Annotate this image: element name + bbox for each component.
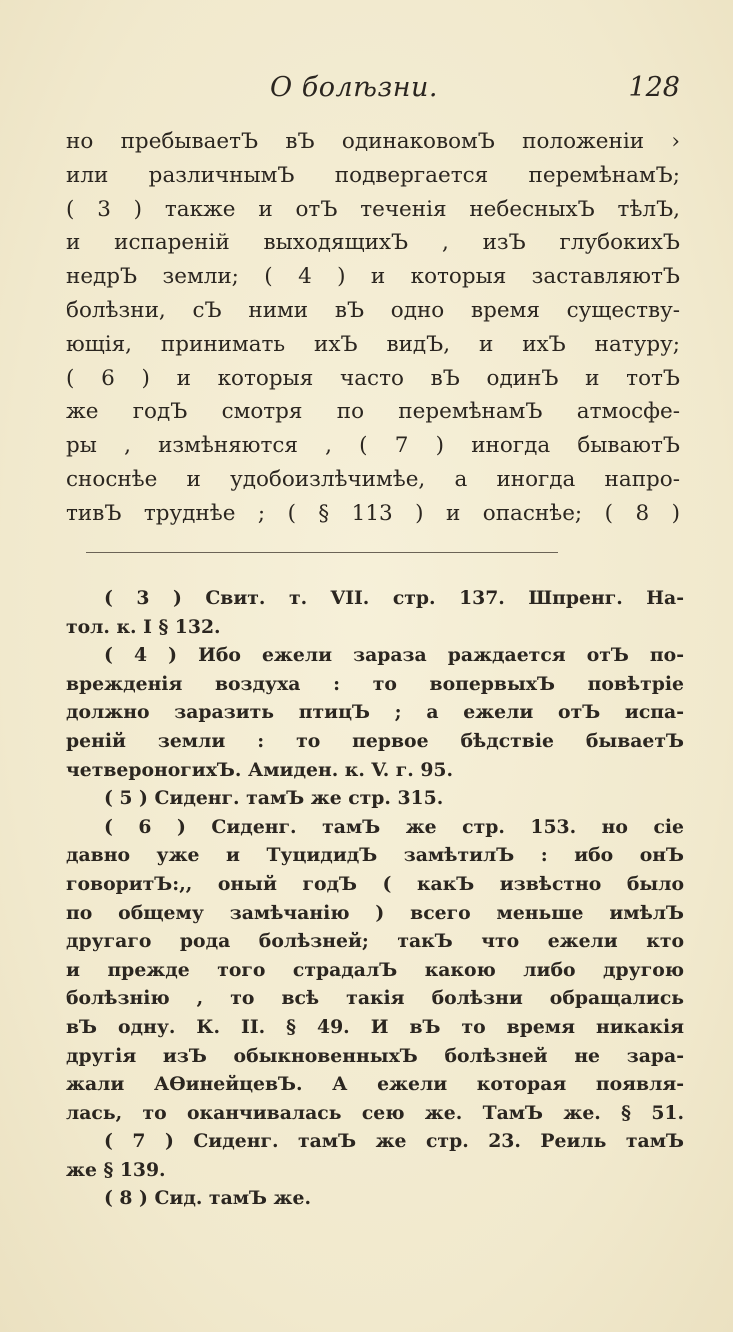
text-line: ( 6 ) и которыя часто вЪ одинЪ и тотЪ (66, 365, 680, 391)
footnote-line: ( 3 ) Свит. т. VII. стр. 137. Шпренг. На- (104, 587, 684, 609)
text-line: и испаренiй выходящихЪ , изЪ глубокихЪ (66, 230, 680, 256)
footnote-line: ренiй земли : то первое бѣдствiе бываетЪ (66, 729, 684, 752)
footnote-line: ( 5 ) Сиденг. тамЪ же стр. 315. (104, 787, 444, 810)
text-line: болѣзни, сЪ ними вЪ одно время существу- (66, 297, 680, 323)
footnote-line: и прежде того страдалЪ какою либо другою (66, 958, 684, 981)
text-line: но пребываетЪ вЪ одинаковомЪ положенiи › (66, 129, 680, 154)
page-number: 128 (628, 72, 680, 103)
footnote-line: ( 6 ) Сиденг. тамЪ же стр. 153. но сiе (104, 815, 684, 838)
footnote-line: врежденiя воздуха : то вопервыхЪ повѣтрiе (66, 672, 684, 695)
footnotes (66, 584, 684, 1213)
text-line: или различнымЪ подвергается перемѣнамЪ; (66, 162, 680, 188)
footnote-line: ( 7 ) Сиденг. тамЪ же стр. 23. Реиль тамЪ (104, 1130, 684, 1153)
text-line: ( 3 ) также и отЪ теченiя небесныхЪ тѣлЪ, (66, 196, 680, 222)
running-title: О болѣзни. (270, 72, 438, 103)
footnote-line: ( 4 ) Ибо ежели зараза раждается отЪ по- (104, 644, 684, 667)
text-line: ры , измѣняются , ( 7 ) иногда бываютЪ (66, 433, 680, 459)
footnote-divider (86, 552, 558, 553)
footnote-line: другiя изЪ обыкновенныхЪ болѣзней не зара- (66, 1044, 684, 1067)
footnote-line: должно заразить птицЪ ; а ежели отЪ испа- (66, 701, 684, 724)
footnote-line: давно уже и ТуцидидЪ замѣтилЪ : ибо онЪ (66, 844, 684, 867)
footnote-line: жали АѲинейцевЪ. А ежели которая появля- (66, 1073, 684, 1096)
footnote-line: говоритЪ:,, оный годЪ ( какЪ извѣстно было (66, 872, 684, 895)
footnote-line: по общему замѣчанiю ) всего меньше имѣлЪ (66, 901, 684, 924)
footnote-line: лась, то оканчивалась сею же. ТамЪ же. § 51. (66, 1101, 684, 1124)
footnote-line: другаго рода болѣзней; такЪ что ежели кто (66, 930, 684, 953)
text-line: недрЪ земли; ( 4 ) и которыя заставляютЪ (66, 264, 680, 290)
footnote-line: вЪ одну. К. II. § 49. И вЪ то время никакiя (66, 1015, 684, 1038)
footnote-line: болѣзнiю , то всѣ такiя болѣзни обращались (66, 987, 684, 1010)
footnote-line: ( 8 ) Сид. тамЪ же. (104, 1187, 312, 1210)
footnote-line: четвероногихЪ. Амиден. к. V. г. 95. (66, 758, 454, 781)
text-line: же годЪ смотря по перемѣнамЪ атмосфе- (66, 399, 680, 425)
footnote-line: тол. к. I § 132. (66, 615, 221, 638)
text-line: ющiя, принимать ихЪ видЪ, и ихЪ натуру; (66, 331, 680, 357)
text-line: тивЪ труднѣе ; ( § 113 ) и опаснѣе; ( 8 ) (66, 500, 680, 526)
page-header (60, 72, 680, 112)
footnote-line: же § 139. (66, 1158, 166, 1181)
main-text (66, 125, 680, 531)
text-line: сноснѣе и удобоизлѣчимѣе, а иногда напро- (66, 466, 680, 492)
